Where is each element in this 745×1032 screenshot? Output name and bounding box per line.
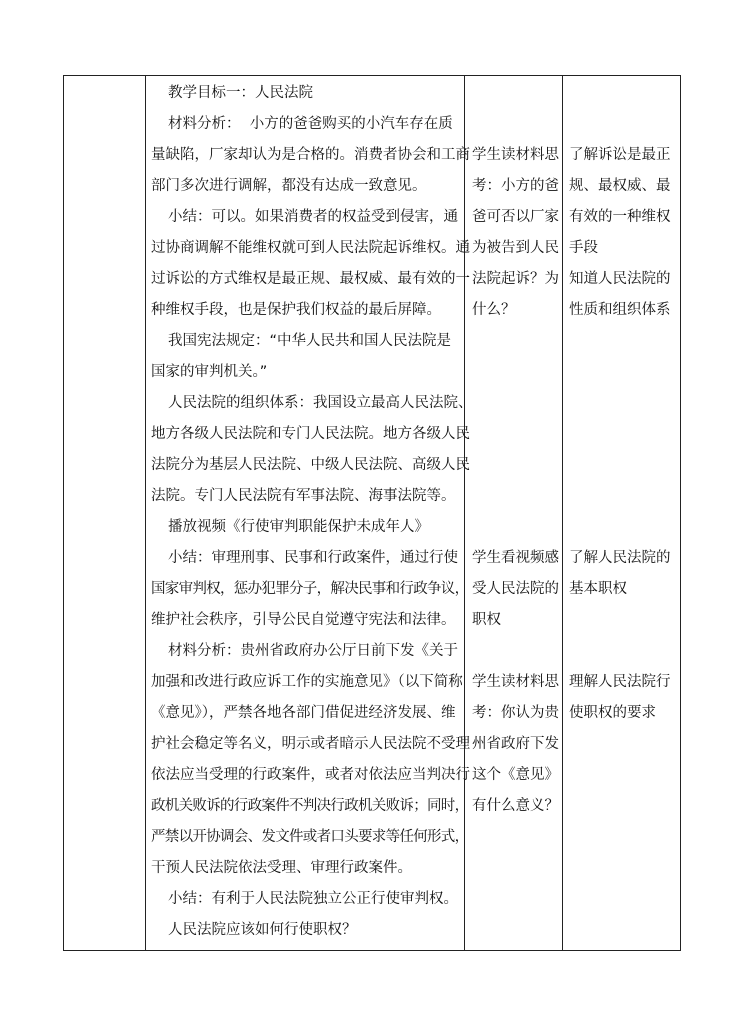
text-line: 过协商调解不能维权就可到人民法院起诉维权。通 (151, 240, 470, 256)
intent-text-line: 知道人民法院的 (569, 271, 671, 287)
student-activity-cell (465, 75, 562, 951)
teaching-goal-heading: 教学目标一：人民法院 (168, 85, 313, 101)
text-line: 人民法院应该如何行使职权？ (168, 922, 357, 938)
student-text-line: 学生读材料思 (472, 147, 559, 163)
student-text-line: 什么？ (472, 302, 516, 318)
student-text-line: 受人民法院的 (472, 581, 559, 597)
text-line: 地方各级人民法院和专门人民法院。地方各级人民 (151, 426, 470, 442)
text-line: 加强和改进行政应诉工作的实施意见》（以下简称 (151, 674, 463, 690)
text-line: 播放视频《行使审判职能保护未成年人》 (168, 519, 429, 535)
student-text-line: 州省政府下发 (472, 736, 559, 752)
text-line: 国家的审判机关。” (151, 364, 268, 380)
student-text-line: 法院起诉？为 (472, 271, 559, 287)
text-line: 政机关败诉的行政案件不判决行政机关败诉；同时， (151, 798, 469, 814)
text-line: 严禁以开协调会、发文件或者口头要求等任何形式， (151, 829, 469, 845)
text-line: 种维权手段，也是保护我们权益的最后屏障。 (151, 302, 441, 318)
text-line: 法院。专门人民法院有军事法院、海事法院等。 (151, 488, 456, 504)
text-line: 小结：有利于人民法院独立公正行使审判权。 (168, 891, 458, 907)
intent-text-line: 性质和组织体系 (569, 302, 671, 318)
student-text-line: 爸可否以厂家 (472, 209, 559, 225)
intent-text-line: 理解人民法院行 (569, 674, 671, 690)
text-line: 小结：审理刑事、民事和行政案件，通过行使 (168, 550, 458, 566)
teaching-content-cell (146, 75, 473, 951)
intent-text-line: 规、最权威、最 (569, 178, 671, 194)
intent-text-line: 了解人民法院的 (569, 550, 671, 566)
text-line: 干预人民法院依法受理、审理行政案件。 (151, 860, 412, 876)
student-text-line: 这个《意见》 (472, 767, 559, 783)
student-text-line: 学生读材料思 (472, 674, 559, 690)
intent-text-line: 有效的一种维权 (569, 209, 671, 225)
text-line: 《意见》），严禁各地各部门借促进经济发展、维 (151, 705, 456, 721)
text-line: 人民法院的组织体系：我国设立最高人民法院、 (168, 395, 473, 411)
text-line: 护社会稳定等名义，明示或者暗示人民法院不受理 (151, 736, 470, 752)
student-text-line: 有什么意义？ (472, 798, 559, 814)
student-text-line: 学生看视频感 (472, 550, 559, 566)
text-line: 过诉讼的方式维权是最正规、最权威、最有效的一 (151, 271, 470, 287)
text-line: 国家审判权，惩办犯罪分子，解决民事和行政争议， (151, 581, 469, 597)
intent-text-line: 基本职权 (569, 581, 627, 597)
intent-text-line: 手段 (569, 240, 598, 256)
text-line: 量缺陷，厂家却认为是合格的。消费者协会和工商 (151, 147, 470, 163)
text-line: 材料分析： 小方的爸爸购买的小汽车存在质 (168, 116, 453, 132)
text-line: 小结：可以。如果消费者的权益受到侵害，通 (168, 209, 458, 225)
text-line: 我国宪法规定：“中华人民共和国人民法院是 (168, 333, 452, 349)
design-intent-cell (563, 75, 680, 951)
text-line: 部门多次进行调解，都没有达成一致意见。 (151, 178, 427, 194)
student-text-line: 考：你认为贵 (472, 705, 559, 721)
student-text-line: 职权 (472, 612, 501, 628)
intent-text-line: 使职权的要求 (569, 705, 656, 721)
intent-text-line: 了解诉讼是最正 (569, 147, 671, 163)
text-line: 依法应当受理的行政案件，或者对依法应当判决行 (151, 767, 470, 783)
student-text-line: 考：小方的爸 (472, 178, 559, 194)
text-line: 维护社会秩序，引导公民自觉遵守宪法和法律。 (151, 612, 456, 628)
student-text-line: 为被告到人民 (472, 240, 559, 256)
text-line: 材料分析：贵州省政府办公厅日前下发《关于 (168, 643, 458, 659)
text-line: 法院分为基层人民法院、中级人民法院、高级人民 (151, 457, 470, 473)
stage-cell (64, 76, 145, 950)
